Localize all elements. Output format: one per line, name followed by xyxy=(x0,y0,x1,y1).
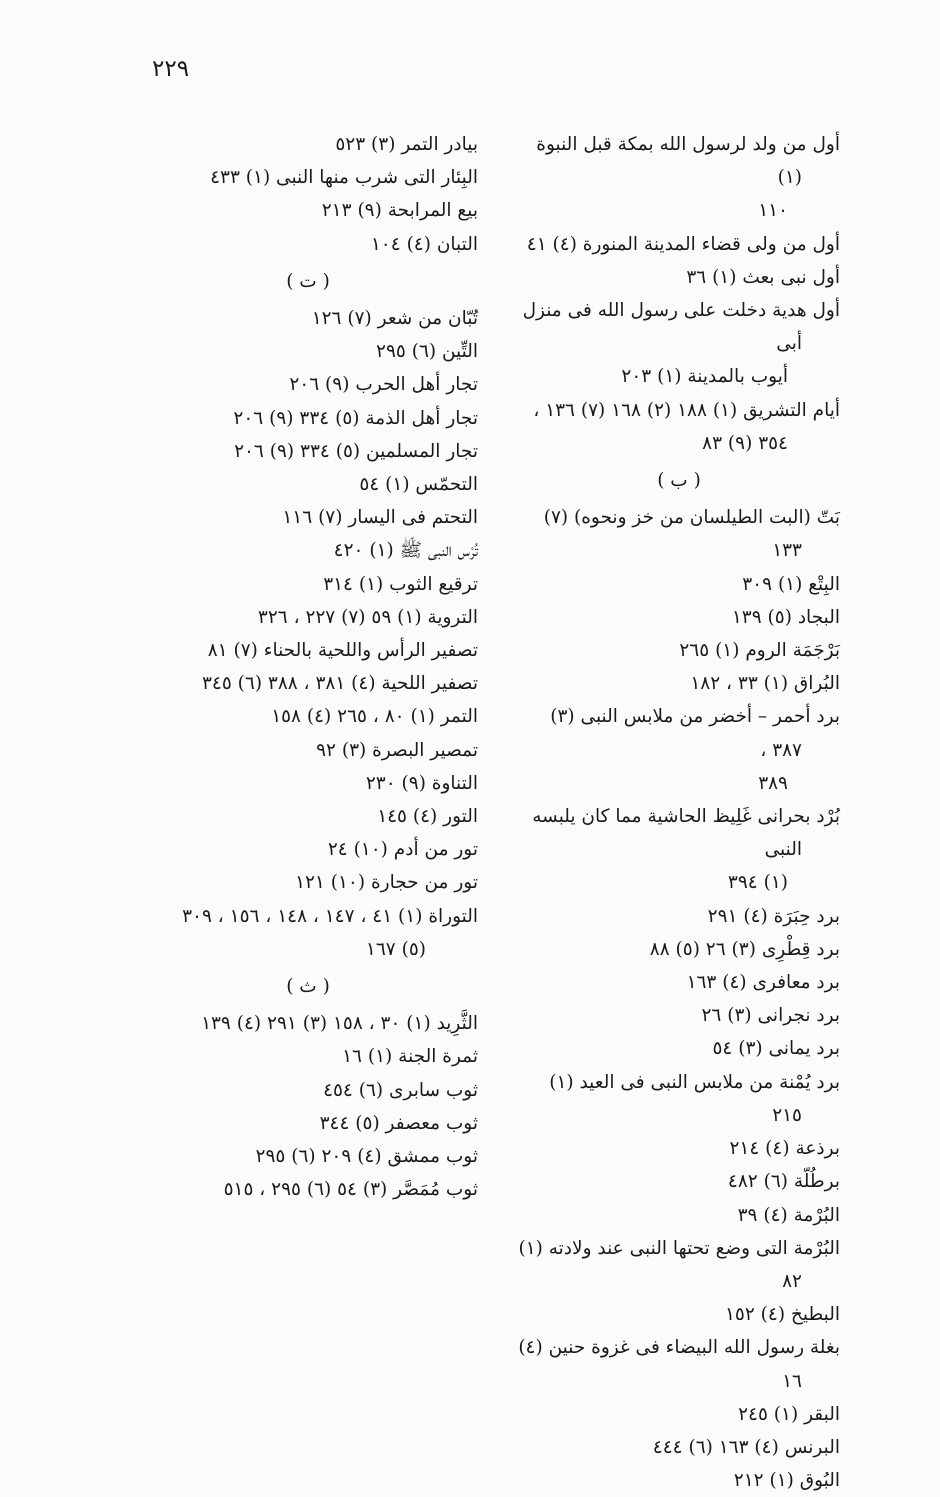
index-entry: البرنس (٤) ١٦٣ (٦) ٤٤٤ xyxy=(652,1436,840,1458)
index-entry: برطُلّة (٦) ٤٨٢ xyxy=(727,1171,840,1193)
index-entry: برد يُمْنة من ملابس النبى فى العيد (١) ٢١٥ xyxy=(549,1071,840,1126)
index-entry: البجاد (٥) ١٣٩ xyxy=(731,606,840,628)
index-entry: البطيخ (٤) ١٥٢ xyxy=(724,1304,840,1326)
section-heading: ( ب ) xyxy=(657,470,701,492)
index-entry: ثمرة الجنة (١) ١٦ xyxy=(342,1046,478,1068)
index-entry: ثوب مُمَصَّر (٣) ٥٤ (٦) ٢٩٥ ، ٥١٥ xyxy=(223,1179,478,1201)
page-number: ٢٢٩ xyxy=(152,56,190,82)
index-entry: برد يمانى (٣) ٥٤ xyxy=(712,1038,840,1060)
index-entry: بُرْد بحرانى غَلِيظ الحاشية مما كان يلبسه النبى xyxy=(532,806,840,861)
index-entry: التبان (٤) ١٠٤ xyxy=(370,233,478,255)
index-entry: برد معافرى (٤) ١٦٣ xyxy=(686,972,840,994)
index-entry: التمر (١) ٨٠ ، ٢٦٥ (٤) ١٥٨ xyxy=(271,706,478,728)
index-entry: أول نبى بعث (١) ٣٦ xyxy=(686,266,840,288)
index-entry: البُرْمة (٤) ٣٩ xyxy=(737,1204,840,1226)
index-entry-continuation: ٣٥٤ (٩) ٨٣ xyxy=(702,432,788,454)
section-heading: ( ث ) xyxy=(286,976,330,998)
index-entry: تصفير الرأس واللحية بالحناء (٧) ٨١ xyxy=(207,640,478,662)
index-entry: تور من حجارة (١٠) ١٢١ xyxy=(295,872,478,894)
index-entry: تجار المسلمين (٥) ٣٣٤ (٩) ٢٠٦ xyxy=(234,440,478,462)
index-entry: ثوب معصفر (٥) ٣٤٤ xyxy=(319,1112,478,1134)
index-entry: بَتّ (البت الطيلسان من خز ونحوه) (٧) ١٣٣ xyxy=(543,507,840,562)
index-entry-continuation: (١) ٣٩٤ xyxy=(727,872,788,894)
index-entry: تجار أهل الذمة (٥) ٣٣٤ (٩) ٢٠٦ xyxy=(233,407,478,429)
index-entry: بغلة رسول الله البيضاء فى غزوة حنين (٤) ١٦ xyxy=(518,1337,840,1392)
index-entry: بيع المرابحة (٩) ٢١٣ xyxy=(321,200,478,222)
index-entry: التوراة (١) ٤١ ، ١٤٧ ، ١٤٨ ، ١٥٦ ، ٣٠٩ xyxy=(182,905,478,927)
index-entry: تور من أدم (١٠) ٢٤ xyxy=(327,839,478,861)
index-entry: أيام التشريق (١) ١٨٨ (٢) ١٦٨ (٧) ١٣٦ ، xyxy=(533,399,840,421)
index-entry: بَرْجَمَة الروم (١) ٢٦٥ xyxy=(679,640,840,662)
index-entry-continuation: ١١٠ xyxy=(758,200,788,222)
index-entry: أول من ولى قضاء المدينة المنورة (٤) ٤١ xyxy=(526,233,840,255)
index-entry: البِئار التى شرب منها النبى (١) ٤٣٣ xyxy=(210,167,478,189)
index-entry: أول من ولد لرسول الله بمكة قبل النبوة (١) xyxy=(536,134,840,189)
index-entry: برذعة (٤) ٢١٤ xyxy=(729,1138,840,1160)
index-entry: التناوة (٩) ٢٣٠ xyxy=(365,772,478,794)
index-column-right xyxy=(518,128,840,1497)
index-entry-continuation: (٥) ١٦٧ xyxy=(365,938,426,960)
index-entry-continuation: ٣٨٩ xyxy=(758,772,788,794)
index-entry: التحتم فى اليسار (٧) ١١٦ xyxy=(282,507,478,529)
index-entry: ثوب ممشق (٤) ٢٠٩ (٦) ٢٩٥ xyxy=(255,1146,478,1168)
index-entry: البِتْع (١) ٣٠٩ xyxy=(742,573,840,595)
index-entry: برد حِبَرَة (٤) ٢٩١ xyxy=(707,905,840,927)
index-entry: البقر (١) ٢٤٥ xyxy=(738,1403,840,1425)
index-entry: البُرْمة التى وضع تحتها النبى عند ولادته (١) ٨٢ xyxy=(518,1237,840,1292)
index-entry: التروية (١) ٥٩ (٧) ٢٢٧ ، ٣٢٦ xyxy=(257,606,478,628)
index-entry: التِّين (٦) ٢٩٥ xyxy=(376,341,478,363)
index-entry: الثَّرِيد (١) ٣٠ ، ١٥٨ (٣) ٢٩١ (٤) ١٣٩ xyxy=(201,1013,478,1035)
index-column-left xyxy=(138,128,478,1207)
index-entry: بيادر التمر (٣) ٥٢٣ xyxy=(335,134,478,155)
index-entry: ترقيع الثوب (١) ٣١٤ xyxy=(323,573,478,595)
index-entry: تُبّان من شعر (٧) ١٢٦ xyxy=(311,308,478,330)
index-entry: أول هدية دخلت على رسول الله فى منزل أبى xyxy=(522,300,840,355)
index-entry: برد نجرانى (٣) ٢٦ xyxy=(701,1005,840,1027)
index-entry-continuation: أيوب بالمدينة (١) ٢٠٣ xyxy=(621,366,788,388)
index-entry: تُرْس النبى ﷺ (١) ٤٢٠ xyxy=(333,540,478,562)
index-entry: التور (٤) ١٤٥ xyxy=(377,806,478,828)
index-entry: تمصير البصرة (٣) ٩٢ xyxy=(316,739,478,761)
index-entry: برد أحمر – أخضر من ملابس النبى (٣) ٣٨٧ ، xyxy=(550,706,840,761)
index-entry: البُوق (١) ٢١٢ xyxy=(733,1470,840,1492)
index-entry: برد قِطْرِى (٣) ٢٦ (٥) ٨٨ xyxy=(649,938,840,960)
index-entry: التحمّس (١) ٥٤ xyxy=(359,474,478,496)
index-entry: البُراق (١) ٣٣ ، ١٨٢ xyxy=(690,673,840,695)
index-entry: تصفير اللحية (٤) ٣٨١ ، ٣٨٨ (٦) ٣٤٥ xyxy=(201,673,478,695)
index-entry: ثوب سابرى (٦) ٤٥٤ xyxy=(323,1079,478,1101)
section-heading: ( ت ) xyxy=(286,270,330,292)
index-entry: تجار أهل الحرب (٩) ٢٠٦ xyxy=(289,374,478,396)
